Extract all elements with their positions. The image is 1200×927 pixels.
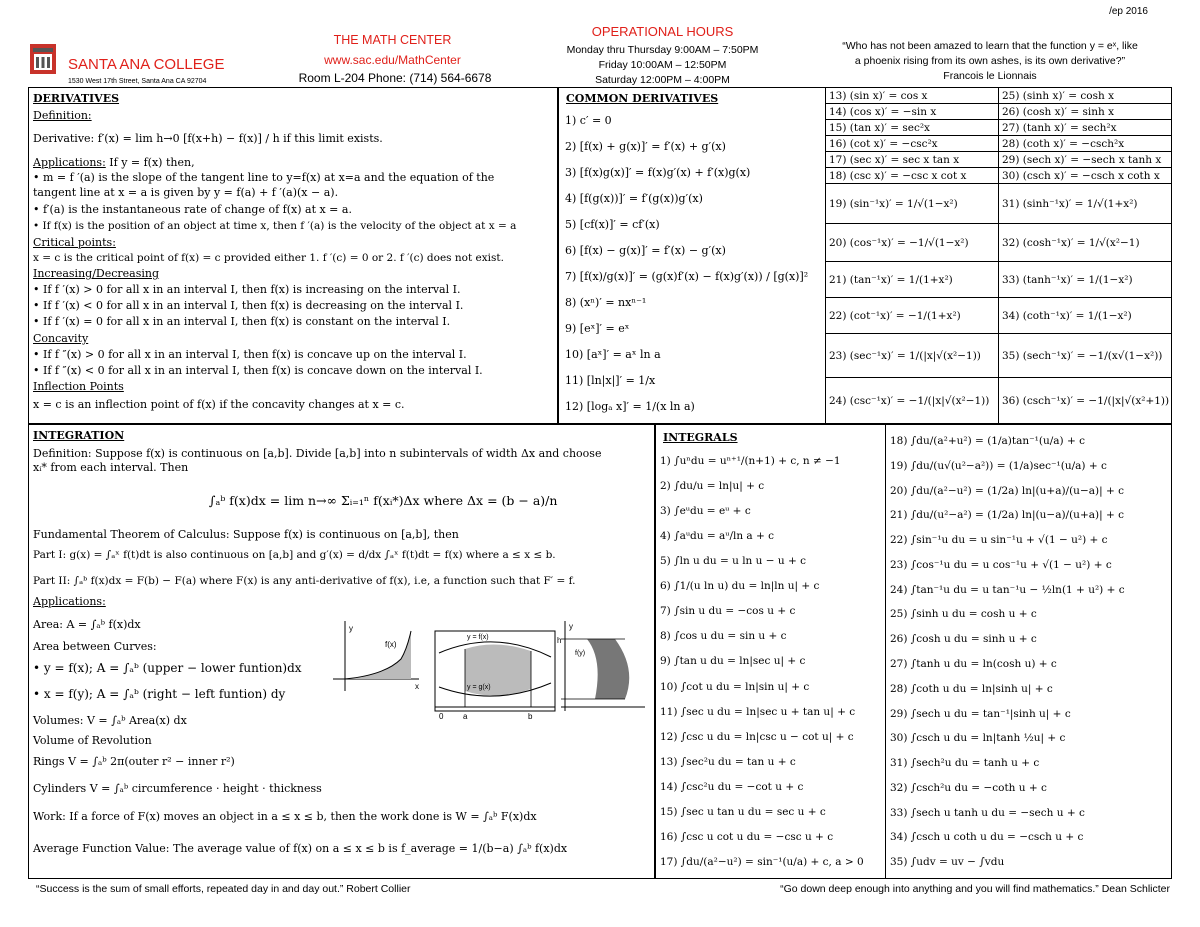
derivative-definition: Derivative: f′(x) = lim h→0 [f(x+h) − f(x)] / h if this limit exists.	[33, 132, 383, 145]
incdec-heading: Increasing/Decreasing	[33, 267, 160, 280]
graph2-b-label: b	[528, 712, 533, 721]
common-derivatives-section	[558, 87, 1172, 424]
integral-formula-right: 20) ∫du/(a²−u²) = (1/2a) ln|(u+a)/(u−a)| + c	[890, 484, 1124, 497]
graph3-fy-label: f(y)	[575, 650, 586, 657]
area-x-of-y-graph	[557, 621, 645, 711]
hyperbolic-derivative-item: 27) (tanh x)′ = sech²x	[999, 120, 1171, 136]
integral-formula-right: 23) ∫cos⁻¹u du = u cos⁻¹u + √(1 − u²) + c	[890, 558, 1112, 571]
application-2: • f′(a) is the instantaneous rate of change of f(x) at x = a.	[33, 203, 352, 216]
work-formula: Work: If a force of F(x) moves an object in a ≤ x ≤ b, then the work done is W = ∫ₐᵇ F(x)dx	[33, 810, 537, 823]
center-url[interactable]: www.sac.edu/MathCenter	[324, 53, 461, 67]
integral-formula-left: 4) ∫aᵘdu = aᵘ/ln a + c	[660, 530, 775, 543]
trig-derivative-item: 14) (cos x)′ = −sin x	[826, 104, 999, 120]
hours-saturday: Saturday 12:00PM – 4:00PM	[595, 74, 730, 86]
common-derivative-item: 1) c′ = 0	[565, 114, 612, 127]
incdec-2: • If f ′(x) < 0 for all x in an interval I, then f(x) is decreasing on the interval I.	[33, 299, 464, 312]
integral-formula-left: 2) ∫du/u = ln|u| + c	[660, 480, 765, 493]
application-1b: tangent line at x = a is given by y = f(a) + f ′(a)(x − a).	[33, 186, 339, 199]
hyperbolic-derivative-item: 31) (sinh⁻¹x)′ = 1/√(1+x²)	[999, 184, 1171, 224]
trig-derivative-item: 21) (tan⁻¹x)′ = 1/(1+x²)	[826, 262, 999, 298]
trig-derivative-item: 16) (cot x)′ = −csc²x	[826, 136, 999, 152]
applications-heading: Applications:	[33, 156, 106, 169]
trig-derivatives-column	[825, 88, 999, 423]
graph2-gx-label: y = g(x)	[467, 684, 491, 691]
integrals-left-column	[660, 449, 884, 875]
hyperbolic-derivative-item: 30) (csch x)′ = −csch x coth x	[999, 168, 1171, 184]
hyperbolic-derivative-item: 28) (coth x)′ = −csch²x	[999, 136, 1171, 152]
center-room: Room L-204 Phone: (714) 564-6678	[298, 71, 492, 85]
integral-formula-right: 28) ∫coth u du = ln|sinh u| + c	[890, 682, 1053, 695]
header-quote-line-1: “Who has not been amazed to learn that the function y = eˣ, like	[842, 40, 1138, 52]
hyperbolic-derivative-item: 35) (sech⁻¹x)′ = −1/(x√(1−x²))	[999, 334, 1171, 378]
integrals-title: INTEGRALS	[663, 431, 738, 444]
trig-derivative-item: 15) (tan x)′ = sec²x	[826, 120, 999, 136]
integration-definition-2: xᵢ* from each interval. Then	[33, 461, 189, 474]
integral-formula-left: 9) ∫tan u du = ln|sec u| + c	[660, 655, 806, 668]
area-formula: Area: A = ∫ₐᵇ f(x)dx	[33, 618, 141, 631]
graph2-fx-label: y = f(x)	[467, 634, 489, 641]
integral-formula-left: 6) ∫1/(u ln u) du = ln|ln u| + c	[660, 580, 820, 593]
riemann-sum: ∫ₐᵇ f(x)dx = lim n→∞ Σᵢ₌₁ⁿ f(xᵢ*)Δx where Δx = (b − a)/n	[209, 493, 558, 508]
college-name: SANTA ANA COLLEGE	[68, 56, 225, 73]
graph1-fx-label: f(x)	[385, 640, 397, 649]
hyperbolic-derivative-item: 34) (coth⁻¹x)′ = 1/(1−x²)	[999, 298, 1171, 334]
integral-formula-right: 35) ∫udv = uv − ∫vdu	[890, 856, 1005, 869]
incdec-3: • If f ′(x) = 0 for all x in an interval I, then f(x) is constant on the interval I.	[33, 315, 451, 328]
integral-formula-right: 24) ∫tan⁻¹u du = u tan⁻¹u − ½ln(1 + u²) + c	[890, 583, 1125, 596]
integral-formula-left: 8) ∫cos u du = sin u + c	[660, 630, 787, 643]
trig-derivative-item: 23) (sec⁻¹x)′ = 1/(|x|√(x²−1))	[826, 334, 999, 378]
footer-right-quote: “Go down deep enough into anything and you will find mathematics.” Dean Schlicter	[780, 883, 1170, 895]
integral-formula-right: 18) ∫du/(a²+u²) = (1/a)tan⁻¹(u/a) + c	[890, 435, 1085, 447]
integration-section	[28, 424, 655, 879]
concavity-2: • If f ″(x) < 0 for all x in an interval I, then f(x) is concave down on the interval I.	[33, 364, 483, 377]
critical-heading: Critical points:	[33, 236, 116, 249]
graph1-x-label: x	[415, 682, 419, 691]
footer-left-quote: “Success is the sum of small efforts, repeated day in and day out.” Robert Collier	[36, 883, 411, 895]
ftc-part-2: Part II: ∫ₐᵇ f(x)dx = F(b) − F(a) where F(x) is any anti-derivative of f(x), i.e, a function such that F′ = f.	[33, 575, 576, 587]
integral-formula-left: 12) ∫csc u du = ln|csc u − cot u| + c	[660, 730, 854, 743]
hyperbolic-derivative-item: 25) (sinh x)′ = cosh x	[999, 88, 1171, 104]
definition-heading: Definition:	[33, 109, 92, 122]
common-derivative-item: 8) (xⁿ)′ = nxⁿ⁻¹	[565, 296, 647, 309]
volume-revolution-heading: Volume of Revolution	[33, 734, 152, 747]
derivatives-title: DERIVATIVES	[33, 92, 120, 105]
common-derivative-item: 3) [f(x)g(x)]′ = f(x)g′(x) + f′(x)g(x)	[565, 166, 751, 179]
trig-derivative-item: 24) (csc⁻¹x)′ = −1/(|x|√(x²−1))	[826, 378, 999, 423]
college-logo-icon	[30, 44, 56, 74]
common-derivative-item: 2) [f(x) + g(x)]′ = f′(x) + g′(x)	[565, 140, 726, 153]
college-address: 1530 West 17th Street, Santa Ana CA 92704	[68, 78, 207, 85]
application-3: • If f(x) is the position of an object at time x, then f ′(a) is the velocity of the object at x = a	[33, 220, 517, 232]
critical-text: x = c is the critical point of f(x) = c provided either 1. f ′(c) = 0 or 2. f ′(c) does not exist.	[33, 252, 504, 264]
hyperbolic-derivative-item: 32) (cosh⁻¹x)′ = 1/√(x²−1)	[999, 224, 1171, 262]
common-derivative-item: 11) [ln|x|]′ = 1/x	[565, 374, 656, 387]
hours-title: OPERATIONAL HOURS	[591, 24, 734, 39]
area-under-curve-graph	[333, 621, 419, 691]
concavity-1: • If f ″(x) > 0 for all x in an interval I, then f(x) is concave up on the interval I.	[33, 348, 467, 361]
integral-formula-left: 15) ∫sec u tan u du = sec u + c	[660, 805, 826, 818]
applications-line	[33, 156, 557, 169]
trig-derivative-item: 17) (sec x)′ = sec x tan x	[826, 152, 999, 168]
integral-formula-right: 27) ∫tanh u du = ln(cosh u) + c	[890, 658, 1057, 670]
derivatives-section	[28, 87, 558, 424]
graph3-y-label: y	[569, 622, 573, 631]
hyperbolic-derivatives-column	[999, 88, 1171, 423]
integral-formula-right: 31) ∫sech²u du = tanh u + c	[890, 757, 1040, 770]
hours-weekday: Monday thru Thursday 9:00AM – 7:50PM	[566, 44, 759, 56]
hyperbolic-derivative-item: 36) (csch⁻¹x)′ = −1/(|x|√(x²+1))	[1002, 394, 1170, 407]
integral-formula-right: 34) ∫csch u coth u du = −csch u + c	[890, 831, 1084, 844]
integral-formula-right: 22) ∫sin⁻¹u du = u sin⁻¹u + √(1 − u²) + c	[890, 534, 1108, 547]
integral-formula-left: 11) ∫sec u du = ln|sec u + tan u| + c	[660, 705, 856, 718]
integrals-divider	[885, 425, 886, 878]
integration-graphs	[325, 619, 655, 723]
hyperbolic-derivative-item: 26) (cosh x)′ = sinh x	[999, 104, 1171, 120]
area-y-formula: • y = f(x); A = ∫ₐᵇ (upper − lower funtion)dx	[33, 661, 302, 675]
hours-friday: Friday 10:00AM – 12:50PM	[598, 59, 727, 71]
integral-formula-right: 25) ∫sinh u du = cosh u + c	[890, 608, 1037, 621]
integrals-right-column	[890, 429, 1170, 875]
integral-formula-right: 21) ∫du/(u²−a²) = (1/2a) ln|(u−a)/(u+a)| + c	[890, 509, 1124, 522]
trig-derivative-item: 22) (cot⁻¹x)′ = −1/(1+x²)	[826, 298, 999, 334]
integration-applications-heading: Applications:	[33, 595, 106, 608]
common-derivative-item: 10) [aˣ]′ = aˣ ln a	[565, 348, 661, 361]
college-logo	[30, 44, 56, 74]
ftc-heading: Fundamental Theorem of Calculus: Suppose f(x) is continuous on [a,b], then	[33, 528, 459, 541]
trig-derivative-item: 20) (cos⁻¹x)′ = −1/√(1−x²)	[826, 224, 999, 262]
common-derivative-item: 12) [logₐ x]′ = 1/(x ln a)	[565, 400, 695, 413]
hyperbolic-derivative-item: 33) (tanh⁻¹x)′ = 1/(1−x²)	[999, 262, 1171, 298]
hyperbolic-derivative-item: 29) (sech x)′ = −sech x tanh x	[999, 152, 1171, 168]
incdec-1: • If f ′(x) > 0 for all x in an interval I, then f(x) is increasing on the interval I.	[33, 283, 461, 296]
trig-derivative-item: 13) (sin x)′ = cos x	[826, 88, 999, 104]
graph1-y-label: y	[349, 624, 353, 633]
rings-formula: Rings V = ∫ₐᵇ 2π(outer r² − inner r²)	[33, 755, 235, 768]
integral-formula-right: 33) ∫sech u tanh u du = −sech u + c	[890, 806, 1085, 819]
integral-formula-left: 1) ∫uⁿdu = uⁿ⁺¹/(n+1) + c, n ≠ −1	[660, 455, 841, 467]
graph2-origin-label: 0	[439, 712, 444, 721]
integral-formula-left: 13) ∫sec²u du = tan u + c	[660, 755, 796, 768]
area-between-heading: Area between Curves:	[33, 640, 157, 653]
common-derivative-item: 9) [eˣ]′ = eˣ	[565, 322, 630, 335]
integral-formula-left: 14) ∫csc²u du = −cot u + c	[660, 780, 804, 793]
integral-formula-right: 32) ∫csch²u du = −coth u + c	[890, 781, 1047, 794]
header-quote-author: Francois le Lionnais	[943, 70, 1037, 82]
cylinders-formula: Cylinders V = ∫ₐᵇ circumference · height · thickness	[33, 782, 322, 795]
concavity-heading: Concavity	[33, 332, 89, 345]
common-derivative-item: 5) [cf(x)]′ = cf′(x)	[565, 218, 660, 231]
header-quote	[800, 39, 1180, 84]
integral-formula-left: 10) ∫cot u du = ln|sin u| + c	[660, 680, 810, 693]
applications-intro: If y = f(x) then,	[105, 156, 195, 169]
integration-definition: Definition: Suppose f(x) is continuous on [a,b]. Divide [a,b] into n subintervals of width Δx and choose	[33, 447, 602, 460]
graph3-h-label: h	[557, 636, 562, 645]
inflection-heading: Inflection Points	[33, 380, 124, 393]
integrals-section	[655, 424, 1172, 879]
integral-formula-left: 7) ∫sin u du = −cos u + c	[660, 605, 796, 618]
common-derivative-item: 6) [f(x) − g(x)]′ = f′(x) − g′(x)	[565, 244, 726, 257]
integral-formula-right: 26) ∫cosh u du = sinh u + c	[890, 633, 1037, 646]
common-derivative-item: 7) [f(x)/g(x)]′ = (g(x)f′(x) − f(x)g′(x)) / [g(x)]²	[565, 270, 809, 283]
ftc-part-1: Part I: g(x) = ∫ₐˣ f(t)dt is also continuous on [a,b] and g′(x) = d/dx ∫ₐˣ f(t)dt = f(x) where a ≤ x ≤ b.	[33, 549, 556, 561]
common-derivatives-list	[565, 108, 815, 420]
integral-formula-left: 16) ∫csc u cot u du = −csc u + c	[660, 830, 834, 843]
integral-formula-left: 17) ∫du/(a²−u²) = sin⁻¹(u/a) + c, a > 0	[660, 855, 864, 868]
inflection-text: x = c is an inflection point of f(x) if the concavity changes at x = c.	[33, 398, 405, 411]
average-formula: Average Function Value: The average value of f(x) on a ≤ x ≤ b is f_average = 1/(b−a) ∫ₐᵇ f(x)dx	[33, 842, 568, 855]
trig-derivative-item: 18) (csc x)′ = −csc x cot x	[826, 168, 999, 184]
integration-title: INTEGRATION	[33, 429, 125, 442]
common-derivative-item: 4) [f(g(x))]′ = f′(g(x))g′(x)	[565, 192, 703, 205]
trig-derivative-item: 19) (sin⁻¹x)′ = 1/√(1−x²)	[826, 184, 999, 224]
application-1: • m = f ′(a) is the slope of the tangent line to y=f(x) at x=a and the equation of the	[33, 171, 495, 184]
integral-formula-right: 30) ∫csch u du = ln|tanh ½u| + c	[890, 732, 1066, 745]
integral-formula-left: 3) ∫eᵘdu = eᵘ + c	[660, 505, 751, 518]
hours-list	[540, 43, 785, 88]
integral-formula-right: 19) ∫du/(u√(u²−a²)) = (1/a)sec⁻¹(u/a) + c	[890, 459, 1107, 472]
volumes-formula: Volumes: V = ∫ₐᵇ Area(x) dx	[33, 714, 187, 727]
integral-formula-left: 5) ∫ln u du = u ln u − u + c	[660, 555, 807, 568]
center-title: THE MATH CENTER	[333, 33, 452, 47]
common-derivatives-title: COMMON DERIVATIVES	[566, 92, 719, 105]
integral-formula-right: 29) ∫sech u du = tan⁻¹|sinh u| + c	[890, 707, 1071, 720]
area-x-formula: • x = f(y); A = ∫ₐᵇ (right − left funtion) dy	[33, 687, 286, 701]
header-quote-line-2: a phoenix rising from its own ashes, is its own derivative?”	[854, 55, 1126, 67]
graph2-a-label: a	[463, 712, 468, 721]
area-between-curves-graph	[435, 631, 555, 721]
date-stamp: /ep 2016	[1109, 6, 1148, 17]
